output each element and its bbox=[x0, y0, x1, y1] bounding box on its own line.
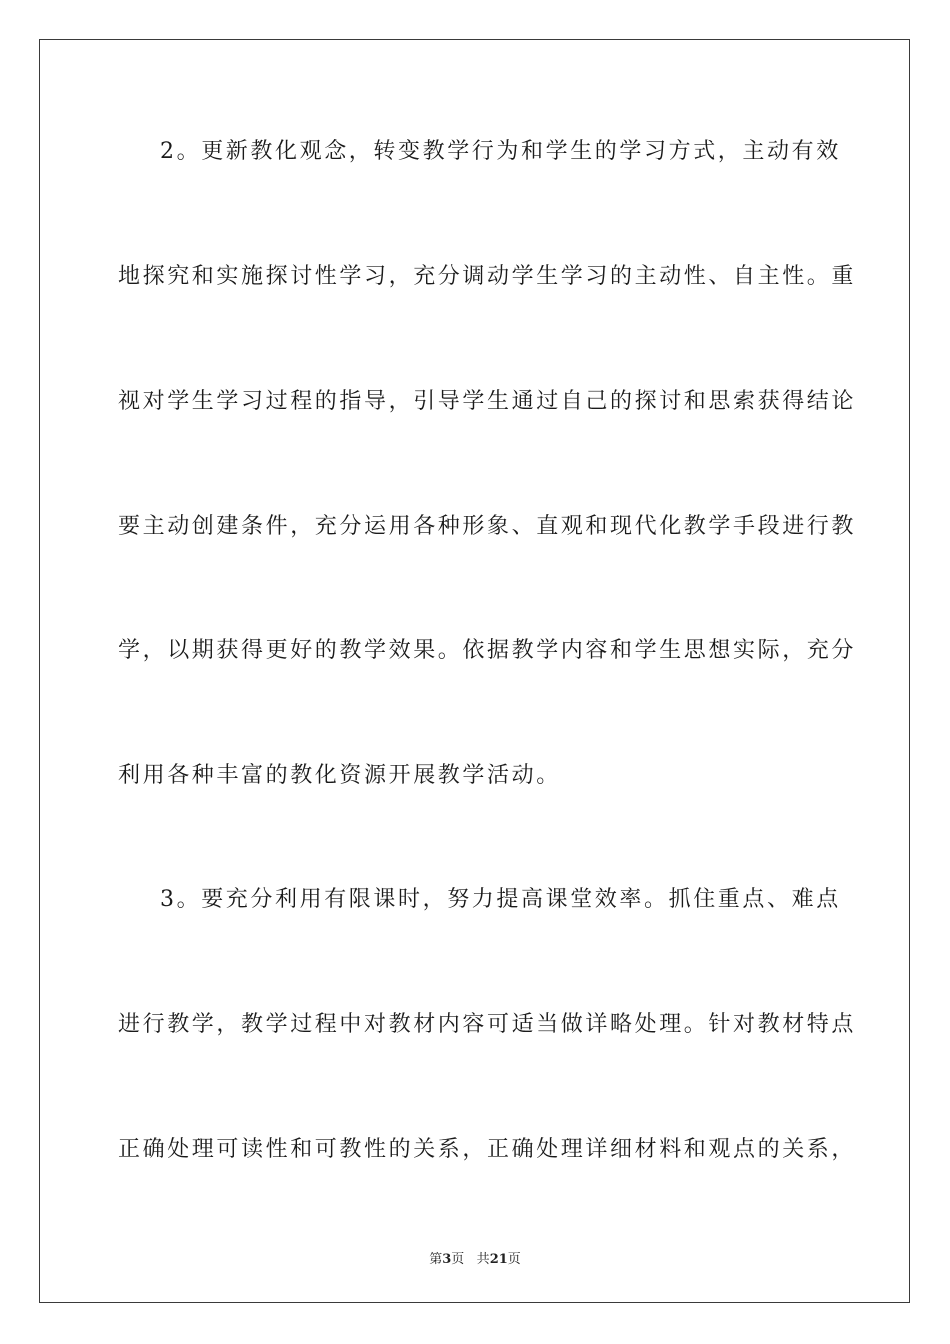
paragraph-line: 视对学生学习过程的指导，引导学生通过自己的探讨和思索获得结论 bbox=[118, 389, 857, 414]
total-pages: 21 bbox=[489, 1252, 508, 1267]
page-number: 3 bbox=[442, 1252, 452, 1267]
total-suffix: 页 bbox=[507, 1252, 521, 1267]
paragraph-line: 2。更新教化观念，转变教学行为和学生的学习方式，主动有效 bbox=[160, 139, 841, 164]
paragraph-line: 正确处理可读性和可教性的关系，正确处理详细材料和观点的关系， bbox=[118, 1137, 857, 1162]
total-prefix: 共 bbox=[476, 1252, 490, 1267]
paragraph-line: 地探究和实施探讨性学习，充分调动学生学习的主动性、自主性。重 bbox=[118, 264, 857, 289]
page-prefix: 第 bbox=[429, 1252, 443, 1267]
page-footer bbox=[0, 1248, 950, 1267]
page-border bbox=[39, 39, 910, 1303]
paragraph-line: 进行教学，教学过程中对教材内容可适当做详略处理。针对教材特点 bbox=[118, 1012, 857, 1037]
page-suffix: 页 bbox=[451, 1252, 465, 1267]
paragraph-line: 3。要充分利用有限课时，努力提高课堂效率。抓住重点、难点 bbox=[160, 887, 841, 912]
paragraph-line: 学，以期获得更好的教学效果。依据教学内容和学生思想实际，充分 bbox=[118, 638, 857, 663]
paragraph-line: 利用各种丰富的教化资源开展教学活动。 bbox=[118, 763, 561, 788]
paragraph-line: 要主动创建条件，充分运用各种形象、直观和现代化教学手段进行教 bbox=[118, 514, 857, 539]
